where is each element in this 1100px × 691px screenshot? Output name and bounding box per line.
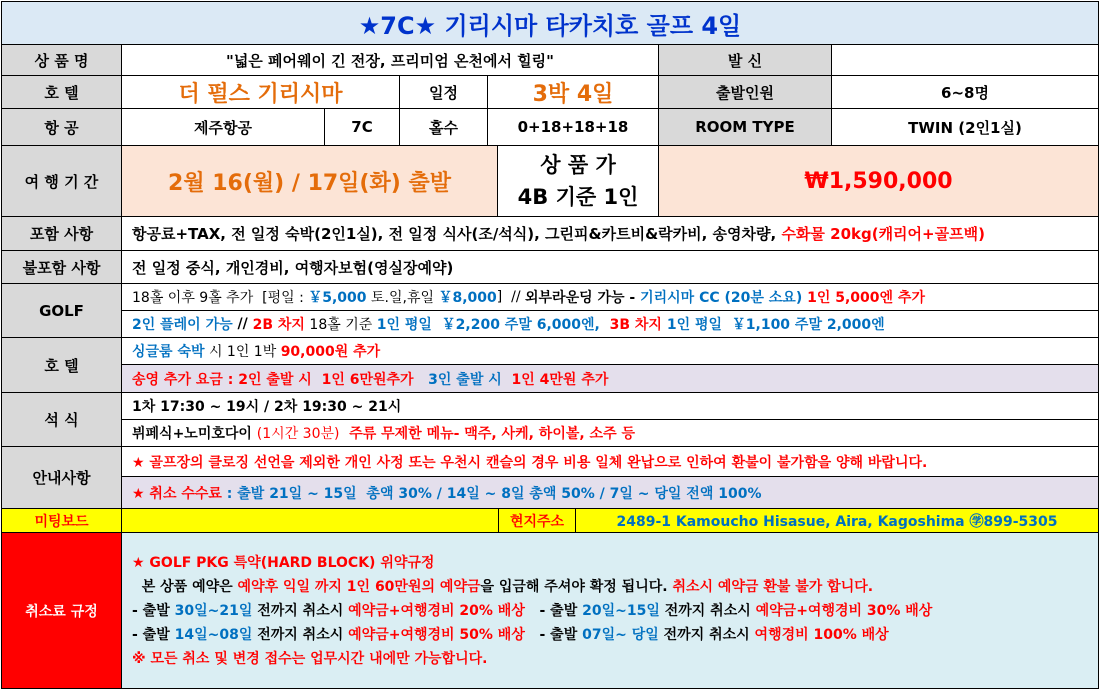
holes-value: 0+18+18+18 bbox=[487, 108, 659, 146]
rule4-a: - 출발 bbox=[524, 626, 583, 643]
excluded-value: 전 일정 중식, 개인경비, 여행자보험(영실장예약) bbox=[121, 250, 1099, 284]
label-pax: 출발인원 bbox=[658, 75, 832, 109]
label-dinner: 석 식 bbox=[1, 392, 122, 447]
cancel-fee-label: ★ 취소 수수료 bbox=[132, 485, 222, 502]
price-label bbox=[497, 145, 659, 217]
notice-line-1: ★ 골프장의 클로징 선언을 제외한 개인 사정 또는 우천시 캔슬의 경우 비용 일체 완납으로 인하여 환불이 불가함을 양해 바랍니다. bbox=[121, 446, 1099, 477]
label-notice: 안내사항 bbox=[1, 446, 122, 509]
included-value bbox=[121, 216, 1099, 251]
schedule-value: 3박 4일 bbox=[487, 75, 659, 109]
rule4-days: 07일~ 당일 bbox=[582, 626, 659, 643]
rule4-c: 전까지 취소시 bbox=[658, 626, 755, 643]
price-value: ₩1,590,000 bbox=[658, 145, 1099, 217]
golf-sep: ] // bbox=[496, 289, 525, 305]
cancel-rule-row-2 bbox=[132, 623, 889, 647]
dinner-line-1: 1차 17:30 ~ 19시 / 2차 19:30 ~ 21시 bbox=[121, 392, 1099, 420]
rule3-days: 14일~08일 bbox=[174, 626, 253, 643]
golf-extra-9: 18홀 이후 9홀 추가 [평일 : bbox=[132, 290, 309, 306]
rule2-c: 전까지 취소시 bbox=[659, 602, 756, 619]
label-holes: 홀수 bbox=[399, 108, 488, 146]
label-meeting-board: 미팅보드 bbox=[1, 508, 122, 533]
golf-2b-price: 1인 평일 ￥2,200 주말 6,000엔, bbox=[376, 317, 600, 333]
tour-sheet bbox=[1, 1, 1099, 689]
rule1-c: 전까지 취소시 bbox=[252, 602, 349, 619]
label-room-type: ROOM TYPE bbox=[658, 108, 832, 146]
cancel-policy-c: 을 입금해 주셔야 확정 됩니다. bbox=[480, 578, 673, 595]
rule1-a: - 출발 bbox=[132, 602, 175, 619]
airline-name: 제주항공 bbox=[121, 108, 325, 146]
dinner-duration: (1시간 30분) bbox=[256, 426, 340, 442]
golf-weekday-price: ￥5,000 bbox=[308, 290, 367, 306]
rule3-c: 전까지 취소시 bbox=[252, 626, 349, 643]
label-airline: 항 공 bbox=[1, 108, 122, 146]
golf-external: 외부라운딩 가능 - bbox=[525, 290, 641, 306]
label-schedule: 일정 bbox=[399, 75, 488, 109]
rule4-fee: 여행경비 100% 배상 bbox=[754, 626, 889, 643]
golf-2p-play: 2인 플레이 가능 bbox=[132, 317, 233, 333]
cancel-policy-a: 본 상품 예약은 bbox=[132, 578, 238, 595]
period-value: 2월 16(월) / 17일(화) 출발 bbox=[121, 145, 498, 217]
departure-value bbox=[831, 44, 1099, 76]
transfer-3p-price: 1인 4만원 추가 bbox=[501, 371, 609, 388]
golf-weekend-label: 토.일,휴일 bbox=[366, 290, 439, 306]
golf-external-price: 1인 5,000엔 추가 bbox=[807, 290, 925, 306]
cancel-policy-norefund: 취소시 예약금 환불 불가 합니다. bbox=[672, 578, 874, 595]
rule3-a: - 출발 bbox=[132, 626, 175, 643]
label-local-address: 현지주소 bbox=[498, 508, 576, 533]
rule3-fee: 예약금+여행경비 50% 배상 bbox=[348, 626, 525, 643]
dinner-type: 뷔페식+노미호다이 bbox=[132, 426, 257, 442]
label-included: 포함 사항 bbox=[1, 216, 122, 251]
hotel-notes-line-2 bbox=[121, 364, 1099, 393]
rule2-fee: 예약금+여행경비 30% 배상 bbox=[755, 602, 933, 619]
hotel-name: 더 펄스 기리시마 bbox=[121, 75, 400, 109]
dinner-line-2 bbox=[121, 419, 1099, 447]
included-main: 항공료+TAX, 전 일정 숙박(2인1실), 전 일정 식사(조/석식), 그린피&카트비&락카비, 송영차량, bbox=[132, 225, 782, 243]
transfer-2p: 송영 추가 요금 : 2인 출발 시 1인 6만원추가 bbox=[132, 371, 429, 388]
meeting-board-value bbox=[121, 508, 499, 533]
pax-value: 6~8명 bbox=[831, 75, 1099, 109]
price-label-line2: 4B 기준 1인 bbox=[517, 185, 639, 209]
label-departure: 발 신 bbox=[658, 44, 832, 76]
cancel-footer: ※ 모든 취소 및 변경 접수는 업무시간 내에만 가능합니다. bbox=[132, 650, 488, 667]
golf-18-basis: 18홀 기준 bbox=[304, 317, 377, 333]
golf-2b-charge: 2B 차지 bbox=[252, 317, 305, 333]
golf-3b-charge: 3B 차지 bbox=[599, 317, 662, 333]
label-hotel: 호 텔 bbox=[1, 75, 122, 109]
label-excluded: 불포함 사항 bbox=[1, 250, 122, 284]
local-address-value: 2489-1 Kamoucho Hisasue, Aira, Kagoshima ㊫899-5305 bbox=[575, 508, 1099, 533]
label-golf: GOLF bbox=[1, 283, 122, 338]
golf-3b-price: 1인 평일 ￥1,100 주말 2,000엔 bbox=[661, 317, 885, 333]
golf-sep-2: // bbox=[232, 316, 253, 332]
room-type-value: TWIN (2인1실) bbox=[831, 108, 1099, 146]
cancel-heading: ★ GOLF PKG 특약(HARD BLOCK) 위약규정 bbox=[132, 554, 435, 571]
cancel-rule-row-1 bbox=[132, 599, 932, 623]
transfer-3p-label: 3인 출발 시 bbox=[428, 371, 502, 388]
golf-external-course: 기리시마 CC (20분 소요) bbox=[640, 290, 808, 306]
rule1-days: 30일~21일 bbox=[174, 602, 253, 619]
golf-weekend-price: ￥8,000 bbox=[438, 290, 497, 306]
single-room-price: 90,000원 추가 bbox=[280, 344, 381, 360]
hotel-notes-line-1 bbox=[121, 337, 1099, 365]
golf-line-1 bbox=[121, 283, 1099, 311]
rule2-a: - 출발 bbox=[524, 602, 583, 619]
notice-line-2 bbox=[121, 476, 1099, 509]
label-cancel-rules: 취소료 규정 bbox=[1, 532, 122, 689]
page-title: ★7C★ 기리시마 타카치호 골프 4일 bbox=[1, 1, 1099, 45]
cancel-policy bbox=[132, 575, 873, 599]
single-room-desc: 시 1인 1박 bbox=[204, 344, 281, 360]
included-baggage: 수화물 20kg(캐리어+골프백) bbox=[781, 225, 985, 243]
cancel-fee-desc: : 출발 21일 ~ 15일 총액 30% / 14일 ~ 8일 총액 50% / 7일 ~ 당일 전액 100% bbox=[221, 485, 762, 502]
label-product-name: 상 품 명 bbox=[1, 44, 122, 76]
product-name-value: "넓은 페어웨이 긴 전장, 프리미엄 온천에서 힐링" bbox=[121, 44, 659, 76]
cancel-rules-body bbox=[121, 532, 1099, 689]
flight-code: 7C bbox=[324, 108, 400, 146]
rule1-fee: 예약금+여행경비 20% 배상 bbox=[348, 602, 525, 619]
label-hotel-notes: 호 텔 bbox=[1, 337, 122, 393]
single-room: 싱글룸 숙박 bbox=[132, 344, 205, 360]
cancel-policy-deposit: 예약후 익일 까지 1인 60만원의 예약금 bbox=[237, 578, 481, 595]
golf-line-2 bbox=[121, 310, 1099, 338]
label-period: 여 행 기 간 bbox=[1, 145, 122, 217]
price-label-line1: 상 품 가 bbox=[540, 153, 616, 177]
rule2-days: 20일~15일 bbox=[582, 602, 660, 619]
dinner-drinks: 주류 무제한 메뉴- 맥주, 사케, 하이볼, 소주 등 bbox=[339, 426, 636, 442]
